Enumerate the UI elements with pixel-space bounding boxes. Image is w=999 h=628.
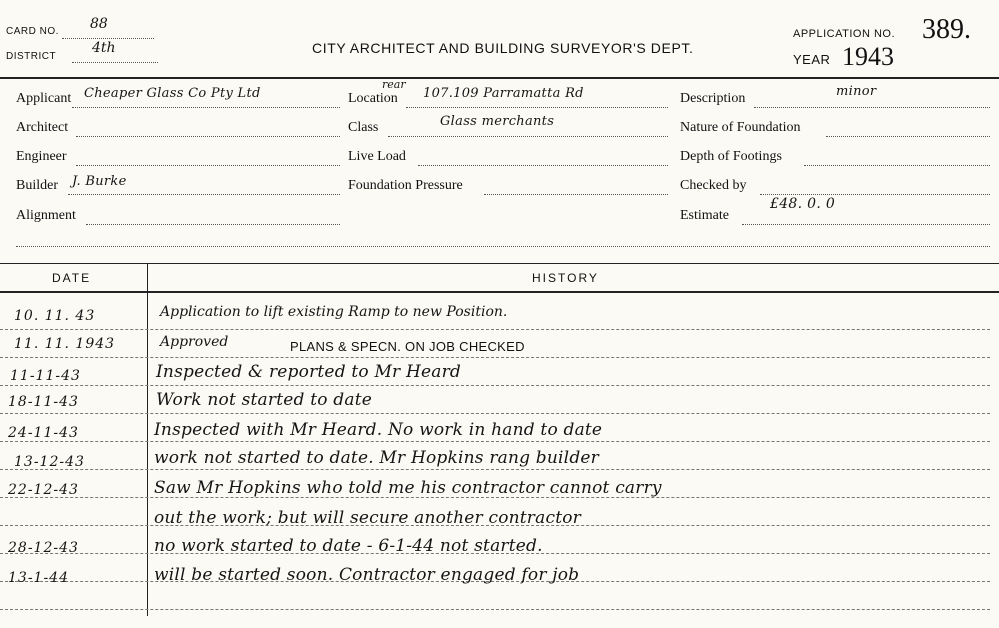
application-no-value: 389. xyxy=(922,14,971,45)
location-label: Location xyxy=(348,91,398,106)
live-load-label: Live Load xyxy=(348,149,406,164)
builder-label: Builder xyxy=(16,178,58,193)
location-value: 107.109 Parramatta Rd xyxy=(423,86,584,101)
table-column-divider xyxy=(147,264,148,616)
year-value: 1943 xyxy=(842,42,894,71)
history-row-date: 22-12-43 xyxy=(8,482,79,498)
history-row-date: 10. 11. 43 xyxy=(14,308,96,324)
history-column-header: HISTORY xyxy=(532,271,599,285)
application-no-label: APPLICATION NO. xyxy=(793,28,896,40)
history-row-entry: Work not started to date xyxy=(156,390,372,410)
history-row-entry: Saw Mr Hopkins who told me his contractor cannot carry xyxy=(154,478,662,498)
card-no-value: 88 xyxy=(90,16,108,32)
history-row-entry: will be started soon. Contractor engaged for job xyxy=(154,565,580,585)
alignment-label: Alignment xyxy=(16,208,76,223)
header-rule xyxy=(0,77,999,79)
class-value: Glass merchants xyxy=(440,114,555,129)
history-row-entry: Inspected & reported to Mr Heard xyxy=(156,362,462,382)
history-row-entry: work not started to date. Mr Hopkins rang builder xyxy=(154,448,599,468)
card-no-label: CARD NO. xyxy=(6,26,59,37)
architect-label: Architect xyxy=(16,120,69,135)
history-row-date: 11-11-43 xyxy=(10,368,81,384)
engineer-label: Engineer xyxy=(16,149,67,164)
year-label: YEAR xyxy=(793,52,831,67)
history-row-date: 24-11-43 xyxy=(8,425,79,441)
description-label: Description xyxy=(680,91,746,106)
history-row-entry: Application to lift existing Ramp to new Position. xyxy=(160,304,508,320)
history-row-date: 13-12-43 xyxy=(14,454,85,470)
district-label: DISTRICT xyxy=(6,51,57,62)
table-top-rule xyxy=(0,263,999,264)
date-column-header: DATE xyxy=(52,271,92,285)
history-row-date: 13-1-44 xyxy=(8,570,69,586)
nature-of-foundation-label: Nature of Foundation xyxy=(680,120,801,135)
location-annotation: rear xyxy=(382,78,406,91)
depth-of-footings-label: Depth of Footings xyxy=(680,149,782,164)
builder-value: J. Burke xyxy=(72,174,127,189)
estimate-value: £48. 0. 0 xyxy=(770,196,836,212)
description-value: minor xyxy=(836,84,877,99)
history-row-date: 18-11-43 xyxy=(8,394,79,410)
history-row-entry: Inspected with Mr Heard. No work in hand to date xyxy=(154,420,603,440)
foundation-pressure-label: Foundation Pressure xyxy=(348,178,463,193)
history-row-date: 11. 11. 1943 xyxy=(14,336,116,352)
dept-title: CITY ARCHITECT AND BUILDING SURVEYOR'S DEPT. xyxy=(312,40,694,56)
estimate-label: Estimate xyxy=(680,208,729,223)
class-label: Class xyxy=(348,120,379,135)
table-header-rule xyxy=(0,291,999,293)
history-row-stamp: PLANS & SPECN. ON JOB CHECKED xyxy=(290,339,525,354)
district-value: 4th xyxy=(92,40,116,56)
applicant-value: Cheaper Glass Co Pty Ltd xyxy=(84,86,261,101)
history-row-date: 28-12-43 xyxy=(8,540,79,556)
applicant-label: Applicant xyxy=(16,91,72,106)
history-row-entry: Approved xyxy=(160,334,229,350)
history-row-entry: no work started to date - 6-1-44 not started. xyxy=(154,536,543,556)
history-row-entry-continued: out the work; but will secure another contractor xyxy=(154,508,581,528)
checked-by-label: Checked by xyxy=(680,178,747,193)
